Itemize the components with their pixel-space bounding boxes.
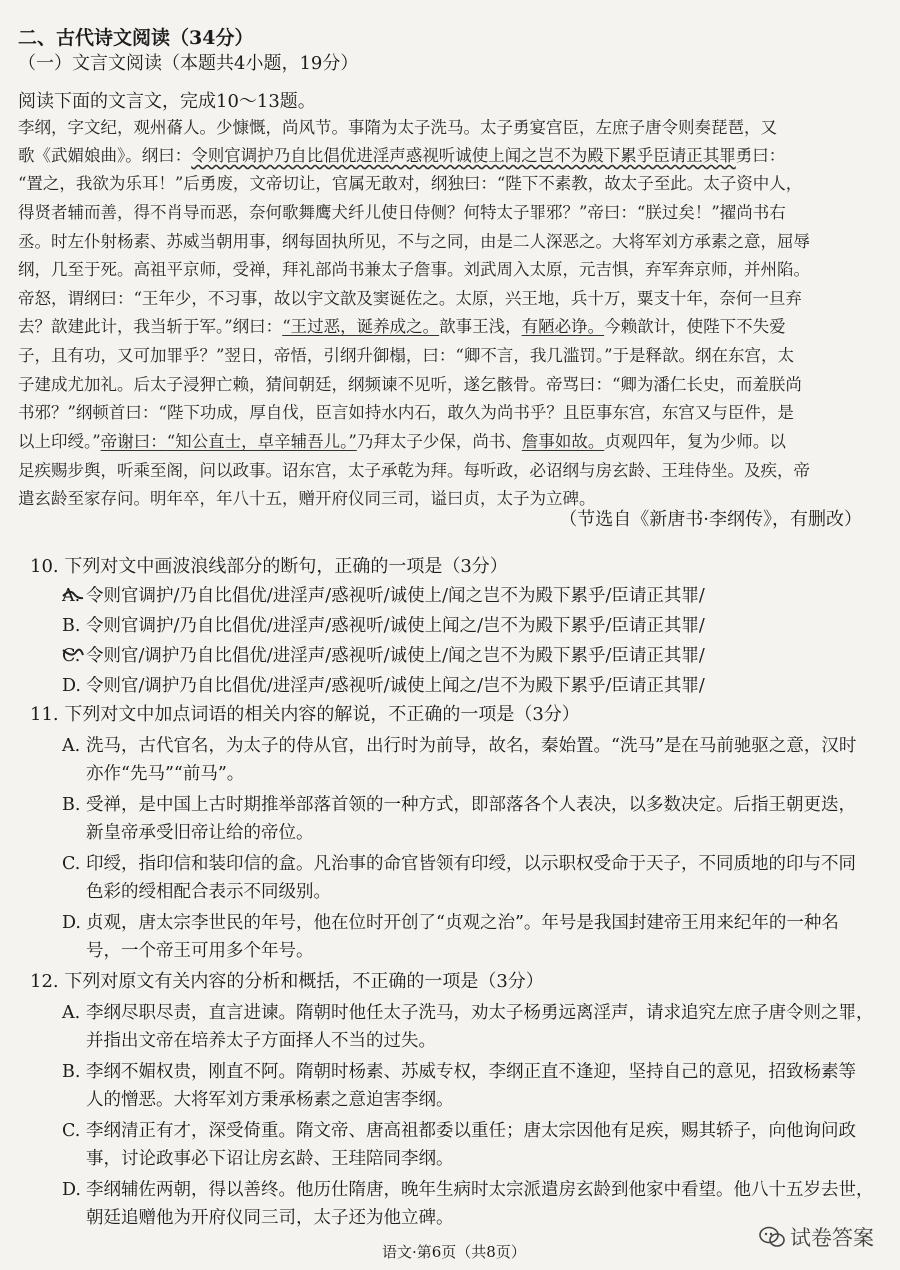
watermark-text: 试卷答案 [790, 1226, 874, 1250]
question-11-option-b [62, 793, 856, 817]
option-text: 贞观，唐太宗李世民的年号，他在位时开创了“贞观之治”。年号是我国封建帝王用来纪年的一种名 [86, 913, 839, 933]
underlined-segment: 詹事如故。 [521, 432, 605, 451]
question-12-option-a [62, 1001, 874, 1025]
question-11-option-a [62, 734, 856, 758]
option-label: B. [62, 795, 81, 815]
option-label: C. [62, 646, 81, 666]
option-continuation: 色彩的绶相配合表示不同级别。 [86, 882, 331, 902]
option-text: 李纲清正有才，深受倚重。隋文帝、唐高祖都委以重任；唐太宗因他有足疾，赐其轿子，向他询问政 [86, 1121, 856, 1141]
chat-bubble-icon [758, 1225, 786, 1249]
option-label: D. [62, 676, 81, 696]
option-text: 令则官/调护乃自比倡优/进淫声/惑视听/诚使上闻之/岂不为殿下累乎/臣请正其罪/ [86, 676, 705, 696]
passage-line [18, 144, 785, 168]
option-continuation: 号，一个帝王可用多个年号。 [86, 941, 314, 961]
watermark [758, 1222, 874, 1252]
option-label: A. [62, 736, 81, 756]
option-label: A. [62, 586, 81, 606]
passage-line: 帝怒，谓纲曰：“王年少，不习事，故以宇文歆及窦诞佐之。太原，兴王地，兵十万，粟支十年，奈何一旦弃 [18, 289, 802, 308]
passage-source: （节选自《新唐书·李纲传》，有删改） [559, 509, 862, 530]
sub-section-title: （一）文言文阅读（本题共4小题，19分） [18, 53, 359, 74]
option-text: 印绶，指印信和装印信的盒。凡治事的命官皆领有印绶，以示职权受命于天子，不同质地的印与不同 [86, 854, 856, 874]
passage-line [18, 315, 786, 339]
option-label: C. [62, 1121, 81, 1141]
question-12-option-d [62, 1178, 874, 1202]
option-label: D. [62, 913, 81, 933]
question-10-option-a [62, 584, 705, 608]
passage-line: 子，且有功，又可加罪乎？”翌日，帝悟，引纲升御榻，曰：“卿不言，我几滥罚。”于是释歆。纲在东宫，太 [18, 346, 795, 365]
question-10-option-d [62, 674, 705, 698]
option-text: 令则官调护/乃自比倡优/进淫声/惑视听/诚使上闻之/岂不为殿下累乎/臣请正其罪/ [86, 616, 705, 636]
question-10-stem: 10. 下列对文中画波浪线部分的断句，正确的一项是（3分） [30, 556, 508, 577]
option-label: D. [62, 1180, 81, 1200]
passage-line-start: 歌《武媚娘曲》。纲曰： [18, 146, 192, 165]
question-10-option-c [62, 644, 705, 668]
question-12-option-b [62, 1060, 856, 1084]
option-text: 令则官/调护乃自比倡优/进淫声/惑视听/诚使上/闻之岂不为殿下累乎/臣请正其罪/ [86, 646, 705, 666]
passage-line: 遣玄龄至家存问。明年卒，年八十五，赠开府仪同三司，谥曰贞，太子为立碑。 [18, 489, 596, 508]
passage-line-start: 以上印绶。” [18, 432, 101, 451]
passage-line: 李纲，字文纪，观州蓨人。少慷慨，尚风节。事隋为太子洗马。太子勇宴宫臣，左庶子唐令则奏琵琶，又 [18, 118, 777, 137]
passage-line: 丞。时左仆射杨素、苏威当朝用事，纲每固执所见，不与之同，由是二人深恶之。大将军刘方承素之意，屈辱 [18, 232, 810, 251]
passage-line: 足疾赐步舆，听乘至阁，问以政事。诏东宫，太子承乾为拜。每听政，必诏纲与房玄龄、王珪侍坐。及疾，帝 [18, 461, 810, 480]
option-text: 受禅，是中国上古时期推举部落首领的一种方式，即部落各个人表决，以多数决定。后指王朝更迭， [86, 795, 856, 815]
passage-line-start: 去？歆建此计，我当斩于军。”纲曰： [18, 317, 283, 336]
option-text: 令则官调护/乃自比倡优/进淫声/惑视听/诚使上/闻之岂不为殿下累乎/臣请正其罪/ [86, 586, 705, 606]
option-text: 李纲不媚权贵，刚直不阿。隋朝时杨素、苏威专权，李纲正直不逢迎，坚持自己的意见，招致杨素等 [86, 1062, 856, 1082]
underlined-segment: “知公直士，卓辛辅吾儿。” [166, 432, 357, 451]
instruction-text: 阅读下面的文言文，完成10～13题。 [18, 91, 316, 112]
underlined-segment: 有陋必诤。 [521, 317, 605, 336]
passage-line: 子建成尤加礼。后太子浸狎亡赖，猜间朝廷，纲频谏不见听，遂乞骸骨。帝骂曰：“卿为潘仁长史，而羞朕尚 [18, 375, 802, 394]
option-continuation: 人的憎恶。大将军刘方秉承杨素之意迫害李纲。 [86, 1090, 454, 1110]
option-label: B. [62, 616, 81, 636]
page-number: 语文·第6页（共8页） [382, 1243, 526, 1261]
passage-line-mid: 乃拜太子少保，尚书、 [356, 432, 522, 451]
question-11-option-d [62, 911, 839, 935]
question-12-stem: 12. 下列对原文有关内容的分析和概括，不正确的一项是（3分） [30, 971, 544, 992]
question-12-option-c [62, 1119, 856, 1143]
option-label: A. [62, 1003, 81, 1023]
option-continuation: 并指出文帝在培养太子方面择人不当的过失。 [86, 1031, 436, 1051]
option-continuation: 事，讨论政事必下诏让房玄龄、王珪陪同李纲。 [86, 1149, 454, 1169]
passage-line-tail: 贞观四年，复为少师。以 [604, 432, 786, 451]
pencil-strike-mark [62, 587, 84, 601]
section-title: 二、古代诗文阅读（34分） [18, 27, 254, 49]
question-11-stem: 11. 下列对文中加点词语的相关内容的解说，不正确的一项是（3分） [30, 704, 580, 725]
option-text: 李纲辅佐两朝，得以善终。他历仕隋唐，晚年生病时太宗派遣房玄龄到他家中看望。他八十五岁去世， [86, 1180, 874, 1200]
option-label: C. [62, 854, 81, 874]
option-text: 洗马，古代官名，为太子的侍从官，出行时为前导，故名，秦始置。“洗马”是在马前驰驱之意，汉时 [86, 736, 857, 756]
pencil-strike-mark [62, 646, 84, 660]
passage-line-tail: 勇曰： [735, 146, 786, 165]
passage-line: 纲，几至于死。高祖平京师，受禅，拜礼部尚书兼太子詹事。刘武周入太原，元吉惧，弃军奔京师，并州陷。 [18, 260, 810, 279]
option-text: 李纲尽职尽责，直言进谏。隋朝时他任太子洗马，劝太子杨勇远离淫声，请求追究左庶子唐令则之罪， [86, 1003, 874, 1023]
passage-line: 得贤者辅而善，得不肖导而恶，奈何歌舞鹰犬纤儿使日侍侧？何特太子罪邪？”帝曰：“朕过矣！”擢尚书右 [18, 203, 786, 222]
underlined-segment: “王过恶，诞养成之。 [282, 317, 440, 336]
option-continuation: 新皇帝承受旧帝让给的帝位。 [86, 823, 314, 843]
passage-line-tail: 今赖歆计，使陛下不失爱 [604, 317, 786, 336]
underlined-segment-plain: 歆事王浅， [439, 317, 522, 336]
wavy-underlined-segment: 令则官调护乃自比倡优进淫声惑视听诚使上闻之岂不为殿下累乎臣请正其罪 [191, 146, 736, 165]
question-11-option-c [62, 852, 856, 876]
passage-line: “置之，我欲为乐耳！”后勇废，文帝切让，官属无敢对，纲独曰：“陛下不素教，故太子至此。太子资中人， [18, 174, 803, 193]
option-continuation: 朝廷追赠他为开府仪同三司，太子还为他立碑。 [86, 1208, 454, 1228]
option-label: B. [62, 1062, 81, 1082]
passage-line: 书邪？”纲顿首曰：“陛下功成，厚自伐，臣言如持水内石，敢久为尚书乎？且臣事东宫，东宫又与臣件，是 [18, 403, 794, 422]
option-continuation: 亦作“先马”“前马”。 [86, 764, 245, 784]
passage-line [18, 430, 786, 454]
question-10-option-b [62, 614, 705, 638]
underlined-segment: 帝谢曰： [100, 432, 167, 451]
